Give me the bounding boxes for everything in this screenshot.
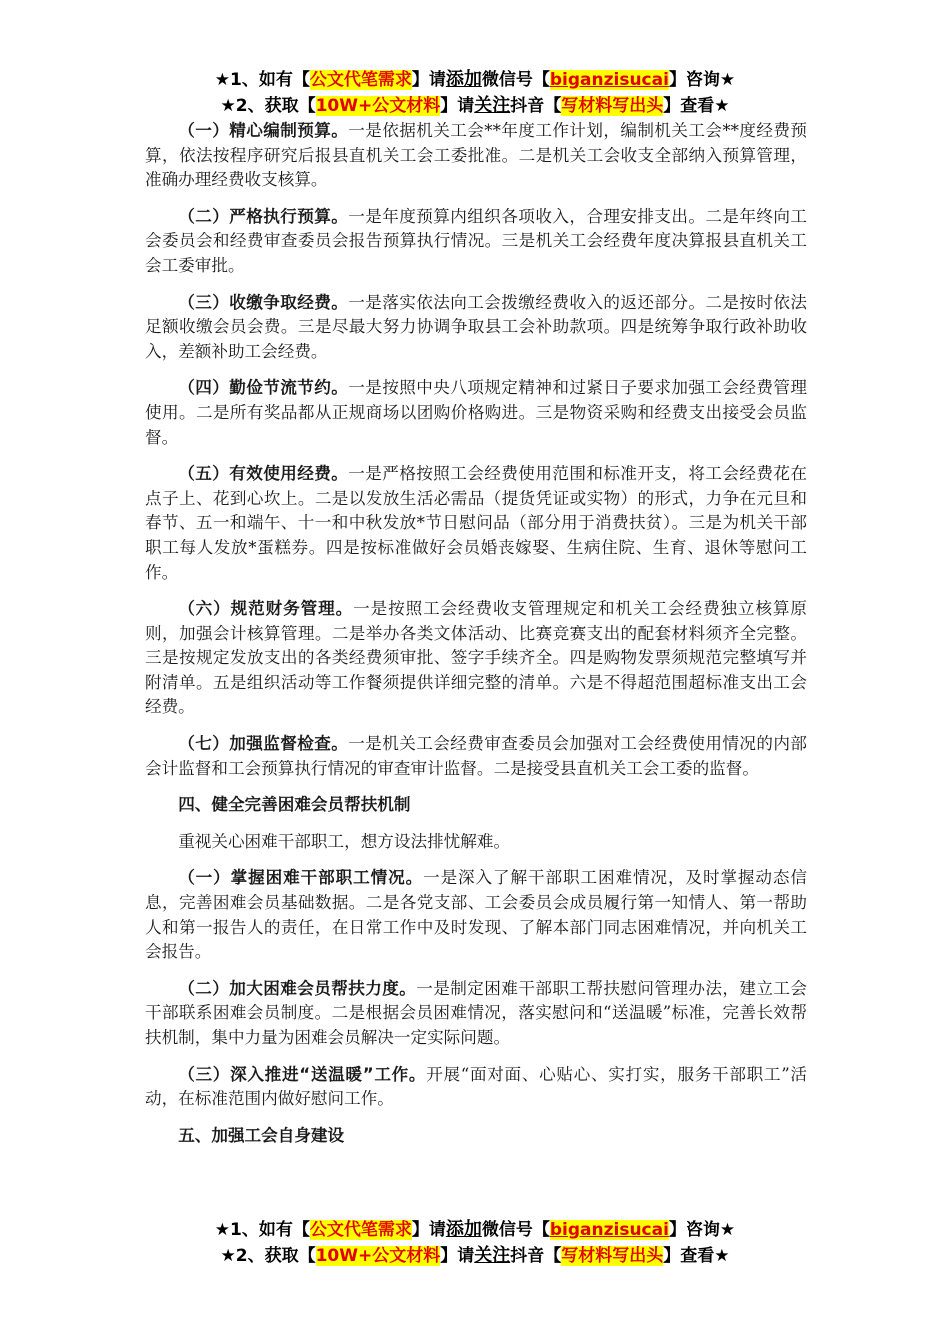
paragraph	[145, 597, 807, 720]
paragraph-title: （一）精心编制预算。	[178, 121, 349, 140]
paragraph	[145, 119, 807, 193]
highlight-ghostwriting: 公文代笔需求	[309, 1220, 412, 1240]
promo-banner-top	[0, 67, 950, 119]
paragraph-title: （四）勤俭节流节约。	[178, 378, 349, 398]
section-heading: 五、加强工会自身建设	[178, 1125, 345, 1145]
document-body	[145, 119, 807, 1160]
paragraph-text: 一是按照中央八项规定精神和过紧日子要求加强工会经费管理使用。二是所有奖品都从正规商场以团购价格购进。三是物资采购和经费支出接受会员监督。	[145, 378, 808, 447]
paragraph-title: （三）收缴争取经费。	[178, 292, 349, 312]
paragraph-text: 开展“面对面、心贴心、实打实，服务干部职工”活动，在标准范围内做好慰问工作。	[145, 1064, 808, 1109]
paragraph	[145, 830, 807, 855]
emphasis-follow: 关注	[474, 1245, 511, 1266]
paragraph-title: （五）有效使用经费。	[178, 464, 349, 484]
paragraph-title: （一）掌握困难干部职工情况。	[178, 868, 424, 888]
paragraph	[145, 205, 807, 279]
highlight-ghostwriting: 公文代笔需求	[309, 70, 412, 90]
highlight-materials: 10W+公文材料	[315, 96, 441, 116]
emphasis-add: 添加	[445, 1219, 482, 1240]
paragraph-title: （二）加大困难会员帮扶力度。	[178, 978, 417, 998]
emphasis-follow: 关注	[474, 95, 511, 116]
paragraph-text: 一是深入了解干部职工困难情况，及时掌握动态信息，完善困难会员基础数据。二是各党支部、工会委员会成员履行第一知情人、第一帮助人和第一报告人的责任，在日常工作中及时发现、了解本部门同志困难情况，并向机关工会报告。	[145, 868, 808, 962]
promo-line-2: ★2、获取【10W+公文材料】请关注抖音【写材料写出头】查看★	[220, 95, 730, 116]
paragraph	[145, 732, 807, 781]
paragraph	[145, 462, 807, 585]
promo-line-1: ★1、如有【公文代笔需求】请添加微信号【biganzisucai】咨询★	[214, 69, 736, 90]
paragraph-title: （七）加强监督检查。	[178, 734, 349, 754]
paragraph-text: 一是年度预算内组织各项收入，合理安排支出。二是年终向工会委员会和经费审查委员会报告预算执行情况。三是机关工会经费年度决算报县直机关工会工委审批。	[145, 206, 808, 275]
douyin-account-link[interactable]: 写材料写出头	[561, 96, 664, 116]
paragraph-text: 一是按照工会经费收支管理规定和机关工会经费独立核算原则，加强会计核算管理。二是举办各类文体活动、比赛竞赛支出的配套材料须齐全完整。三是按规定发放支出的各类经费须审批、签字手续齐全。四是购物发票须规范完整填写并附清单。五是组织活动等工作餐须提供详细完整的清单。六是不得超范围超标准支出工会经费。	[145, 599, 808, 717]
promo-banner-bottom	[0, 1217, 950, 1269]
douyin-account-link[interactable]: 写材料写出头	[561, 1246, 664, 1266]
paragraph	[145, 291, 807, 365]
paragraph-text: 一是制定困难干部职工帮扶慰问管理办法，建立工会干部联系困难会员制度。二是根据会员困难情况，落实慰问和“送温暖”标准，完善长效帮扶机制，集中力量为困难会员解决一定实际问题。	[145, 978, 808, 1047]
paragraph	[145, 1063, 807, 1112]
paragraph-text: 一是机关工会经费审查委员会加强对工会经费使用情况的内部会计监督和工会预算执行情况的审查审计监督。二是接受县直机关工会工委的监督。	[145, 734, 808, 778]
highlight-materials: 10W+公文材料	[315, 1246, 441, 1266]
paragraph	[145, 866, 807, 964]
promo-line-1: ★1、如有【公文代笔需求】请添加微信号【biganzisucai】咨询★	[214, 1219, 736, 1240]
paragraph-text: 一是严格按照工会经费使用范围和标准开支，将工会经费花在点子上、花到心坎上。二是以发放生活必需品（提货凭证或实物）的形式，力争在元旦和春节、五一和端午、十一和中秋发放*节日慰问品（部分用于消费扶贫）。三是为机关干部职工每人发放*蛋糕券。四是按标准做好会员婚丧嫁娶、生病住院、生育、退休等慰问工作。	[145, 464, 808, 582]
promo-line-2: ★2、获取【10W+公文材料】请关注抖音【写材料写出头】查看★	[220, 1245, 730, 1266]
wechat-id-link[interactable]: biganzisucai	[549, 70, 669, 90]
paragraph-text: 一是依据机关工会**年度工作计划，编制机关工会**度经费预算，依法按程序研究后报县直机关工会工委批准。二是机关工会收支全部纳入预算管理，准确办理经费收支核算。	[145, 121, 808, 190]
section-heading: 四、健全完善困难会员帮扶机制	[178, 795, 411, 815]
paragraph-title: （二）严格执行预算。	[178, 206, 349, 226]
paragraph-title: （三）深入推进“送温暖”工作。	[178, 1064, 427, 1084]
paragraph	[145, 376, 807, 450]
wechat-id-link[interactable]: biganzisucai	[549, 1220, 669, 1240]
emphasis-add: 添加	[445, 69, 482, 90]
paragraph-text: 重视关心困难干部职工，想方设法排忧解难。	[178, 831, 511, 851]
paragraph-title: （六）规范财务管理。	[178, 599, 354, 619]
paragraph-text: 一是落实依法向工会拨缴经费收入的返还部分。二是按时依法足额收缴会员会费。三是尽最大努力协调争取县工会补助款项。四是统筹争取行政补助收入，差额补助工会经费。	[145, 292, 808, 361]
paragraph	[145, 977, 807, 1051]
